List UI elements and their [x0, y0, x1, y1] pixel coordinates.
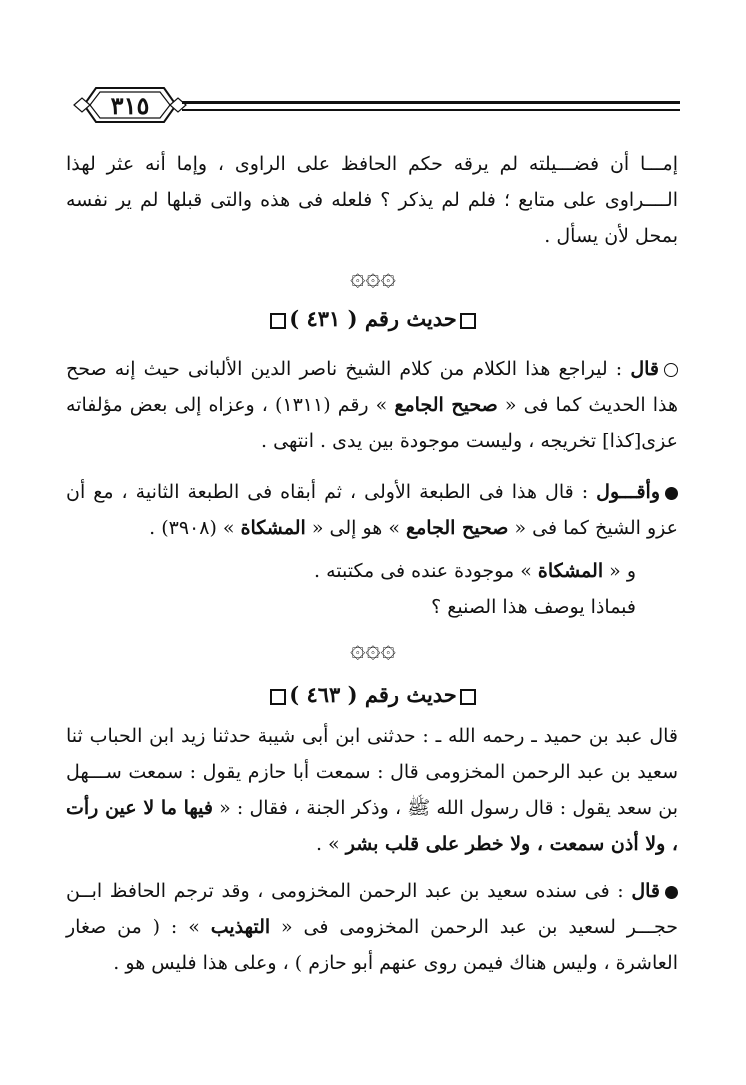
hadith-heading-463	[0, 682, 746, 707]
paragraph-text: » .	[315, 833, 346, 855]
paragraph-4	[66, 718, 678, 862]
paragraph-text: قال عبد بن حميد ـ رحمه الله ـ : حدثنى ابن أبى شيبة حدثنا زيد ابن الحباب ثنا سعيد بن عبد الرحمن المخزومى قال : سمعت أبا حازم يقول : سمعت ســـهل بن سعد يقول : قال رسول الله ﷺ ، وذكر الجنة ، فقال : «	[66, 725, 678, 819]
book-title: التهذيب	[210, 916, 271, 938]
ornament-divider-1	[0, 262, 746, 292]
paragraph-2	[66, 351, 678, 459]
speaker-label: قال	[631, 880, 661, 902]
ornament-divider-2	[0, 634, 746, 664]
hollow-circle-icon	[664, 363, 678, 377]
line-text: » موجودة عنده فى مكتبته .	[314, 560, 538, 582]
hadith-quote: فيها ما لا عين رأت ، ولا أذن سمعت ، ولا خطر على قلب بشر	[66, 797, 678, 855]
header-rule-bottom	[182, 109, 680, 111]
paragraph-text: » : ( من صغار العاشرة ، وليس هناك فيمن روى عنهم أبو حازم ) ، وعلى هذا فليس هو .	[66, 916, 678, 974]
paragraph-5	[66, 873, 678, 981]
book-title: المشكاة	[240, 517, 306, 539]
line-text: و «	[603, 560, 636, 582]
paragraph-text: : فى سنده سعيد بن عبد الرحمن المخزومى ، وقد ترجم الحافظ ابــن حجـــر لسعيد بن عبد الرحمن المخزومى فى «	[66, 880, 678, 938]
hadith-heading-431	[0, 306, 746, 331]
paragraph-1: إمـــا أن فضـــيلته لم يرقه حكم الحافظ على الراوى ، وإما أنه عثر لهذا الــــراوى على متابع ؛ فلم لم يذكر ؟ فلعله فى هذه والتى قبلها لم ير نفسه بمحل لأن يسأل .	[66, 153, 678, 247]
square-bracket-icon	[460, 313, 476, 329]
speaker-label: وأقـــول	[596, 481, 660, 503]
header-rule-top	[182, 101, 680, 104]
paragraph-text: : قال هذا فى الطبعة الأولى ، ثم أبقاه فى الطبعة الثانية ، مع أن عزو الشيخ كما فى «	[66, 481, 678, 539]
paragraph-text: » رقم (١٣١١) ، وعزاه إلى بعض مؤلفاته عزى[كذا] تخريجه ، وليست موجودة بين يدى . انتهى .	[66, 394, 678, 452]
paragraph-text: » (٣٩٠٨) .	[149, 517, 241, 539]
paragraph-text: : ليراجع هذا الكلام من كلام الشيخ ناصر الدين الألبانى حيث إنه صحح هذا الحديث كما فى «	[66, 358, 679, 416]
square-bracket-icon	[270, 689, 286, 705]
line-4	[76, 560, 636, 582]
square-bracket-icon	[460, 689, 476, 705]
page-header	[70, 80, 680, 130]
ornament-icon: ۞۞۞	[350, 262, 396, 292]
book-title: صحيح الجامع	[394, 394, 498, 416]
heading-text: حديث رقم ( ٤٦٣ )	[289, 682, 457, 707]
square-bracket-icon	[270, 313, 286, 329]
ornament-icon: ۞۞۞	[350, 634, 396, 664]
filled-circle-icon	[665, 886, 678, 899]
book-title: صحيح الجامع	[406, 517, 509, 539]
heading-text: حديث رقم ( ٤٣١ )	[289, 306, 457, 331]
page-number: ٣١٥	[110, 90, 150, 120]
book-title: المشكاة	[537, 560, 604, 582]
paragraph-3	[66, 474, 678, 546]
speaker-label: قال	[630, 358, 660, 380]
page-number-frame	[70, 80, 190, 130]
line-5: فبماذا يوصف هذا الصنيع ؟	[431, 596, 636, 618]
paragraph-text: » هو إلى «	[305, 517, 406, 539]
filled-circle-icon	[665, 487, 678, 500]
